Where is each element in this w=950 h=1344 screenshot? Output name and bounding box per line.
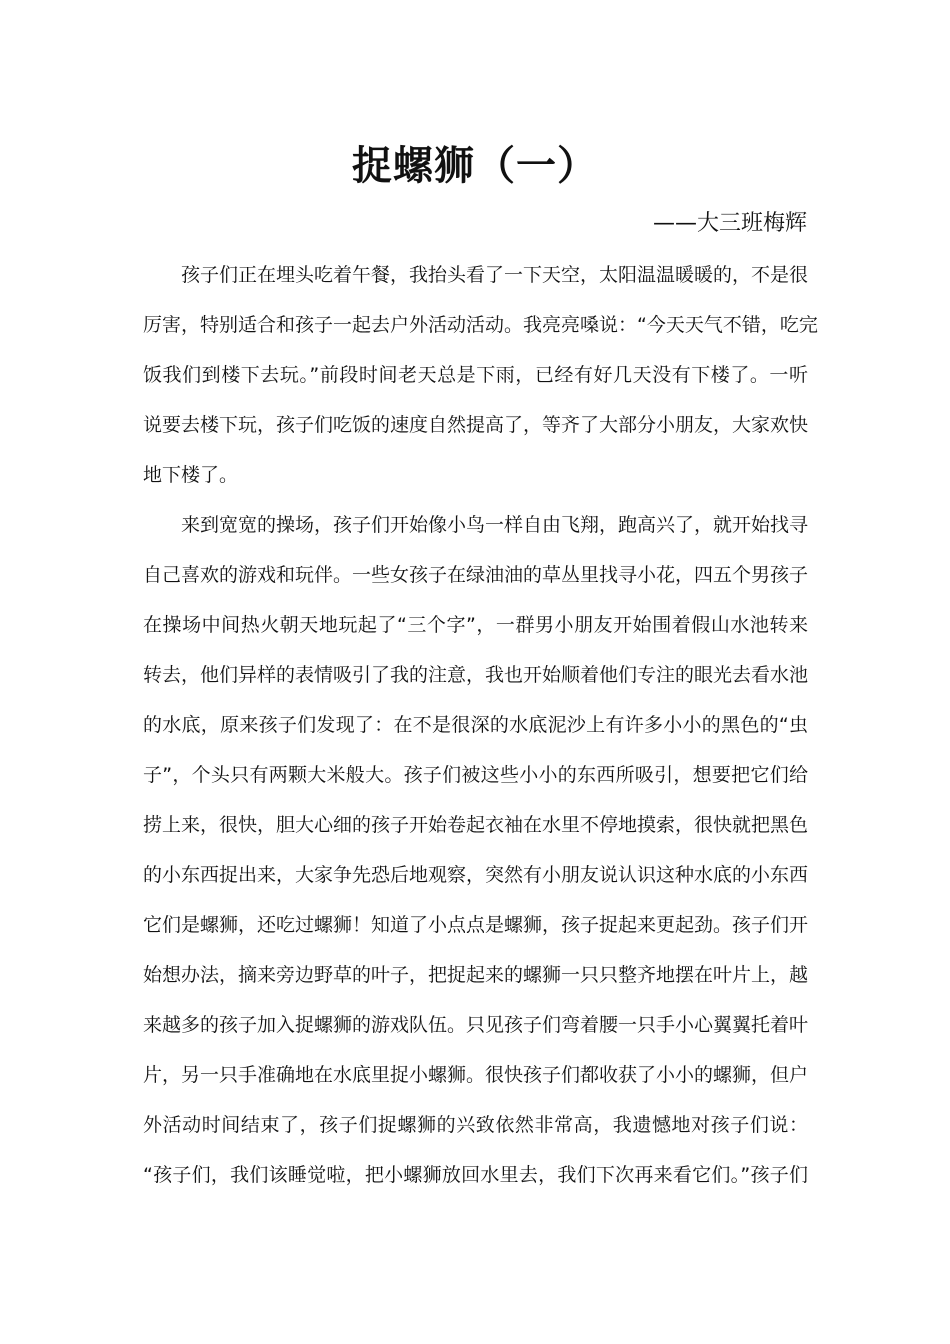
text-line: 说要去楼下玩，孩子们吃饭的速度自然提高了，等齐了大部分小朋友，大家欢快: [143, 414, 809, 436]
text-line: 片，另一只手准确地在水底里捉小螺狮。很快孩子们都收获了小小的螺狮，但户: [143, 1064, 809, 1086]
document-body: [143, 250, 818, 1200]
text-line: 孩子们正在埋头吃着午餐，我抬头看了一下天空，太阳温温暖暖的，不是很: [181, 264, 809, 286]
paragraph-2: [143, 500, 808, 1200]
text-line: 的水底，原来孩子们发现了：在不是很深的水底泥沙上有许多小小的黑色的“虫: [143, 714, 808, 736]
text-line: 厉害，特别适合和孩子一起去户外活动活动。我亮亮嗓说：“今天天气不错，吃完: [143, 314, 818, 336]
text-line: 外活动时间结束了，孩子们捉螺狮的兴致依然非常高，我遗憾地对孩子们说：: [143, 1114, 808, 1136]
text-line: 饭我们到楼下去玩。”前段时间老天总是下雨，已经有好几天没有下楼了。一听: [143, 364, 808, 386]
text-line: 捞上来，很快，胆大心细的孩子开始卷起衣袖在水里不停地摸索，很快就把黑色: [143, 814, 809, 836]
text-line: 子”，个头只有两颗大米般大。孩子们被这些小小的东西所吸引，想要把它们给: [143, 764, 808, 786]
paragraph-1: [143, 250, 818, 500]
text-line: 来越多的孩子加入捉螺狮的游戏队伍。只见孩子们弯着腰一只手小心翼翼托着叶: [143, 1014, 809, 1036]
text-line: 在操场中间热火朝天地玩起了“三个字”，一群男小朋友开始围着假山水池转来: [143, 614, 808, 636]
document-title: 捉螺狮（一）: [352, 143, 598, 189]
text-line: 的小东西捉出来，大家争先恐后地观察，突然有小朋友说认识这种水底的小东西: [143, 864, 809, 886]
text-line: 转去，他们异样的表情吸引了我的注意，我也开始顺着他们专注的眼光去看水池: [143, 664, 809, 686]
text-line: 始想办法，摘来旁边野草的叶子，把捉起来的螺狮一只只整齐地摆在叶片上，越: [143, 964, 809, 986]
text-line: 自己喜欢的游戏和玩伴。一些女孩子在绿油油的草丛里找寻小花，四五个男孩子: [143, 564, 809, 586]
text-line: 来到宽宽的操场，孩子们开始像小鸟一样自由飞翔，跑高兴了，就开始找寻: [181, 514, 809, 536]
text-line: “孩子们，我们该睡觉啦，把小螺狮放回水里去，我们下次再来看它们。”孩子们: [143, 1164, 808, 1186]
text-line: 它们是螺狮，还吃过螺狮！知道了小点点是螺狮，孩子捉起来更起劲。孩子们开: [143, 914, 809, 936]
author-byline: ——大三班梅辉: [652, 211, 807, 236]
text-line: 地下楼了。: [143, 464, 239, 486]
